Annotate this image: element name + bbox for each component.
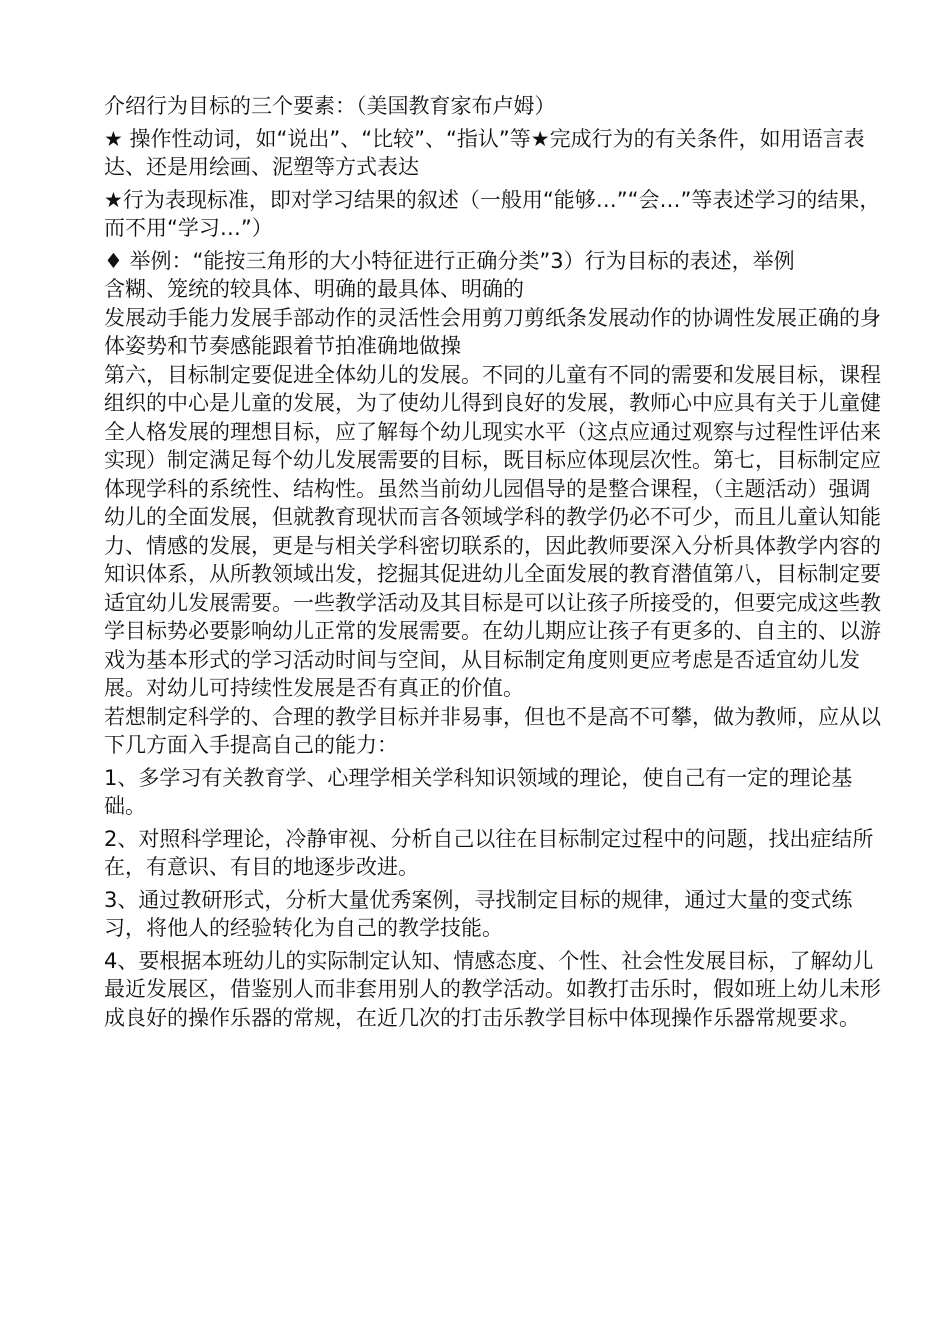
ability-item-4: 4、要根据本班幼儿的实际制定认知、情感态度、个性、社会性发展目标，了解幼儿最近发展区，借鉴别人而非套用别人的教学活动。如教打击乐时，假如班上幼儿未形成良好的操作乐器的常规，在近几次的打击乐教学目标中体现操作乐器常规要求。 — [104, 948, 881, 1030]
document-page — [104, 92, 884, 1032]
example-paragraph: ♦ 举例：“能按三角形的大小特征进行正确分类”3）行为目标的表述，举例 — [104, 248, 795, 273]
principles-paragraph: 第六，目标制定要促进全体幼儿的发展。不同的儿童有不同的需要和发展目标，课程组织的中心是儿童的发展，为了使幼儿得到良好的发展，教师心中应具有关于儿童健全人格发展的理想目标，应了解每个幼儿现实水平（这点应通过观察与过程性评估来实现）制定满足每个幼儿发展需要的目标，既目标应体现层次性。第七，目标制定应体现学科的系统性、结构性。虽然当前幼儿园倡导的是整合课程，（主题活动）强调幼儿的全面发展，但就教育现状而言各领域学科的教学仍必不可少，而且儿童认知能力、情感的发展，更是与相关学科密切联系的，因此教师要深入分析具体教学内容的知识体系，从所教领域出发，挖掘其促进幼儿全面发展的教育潜值第八，目标制定要适宜幼儿发展需要。一些教学活动及其目标是可以让孩子所接受的，但要完成这些教学目标势必要影响幼儿正常的发展需要。在幼儿期应让孩子有更多的、自主的、以游戏为基本形式的学习活动时间与空间，从目标制定角度则更应考虑是否适宜幼儿发展。对幼儿可持续性发展是否有真正的价值。 — [104, 362, 881, 700]
ability-item-1: 1、多学习有关教育学、心理学相关学科知识领域的理论，使自己有一定的理论基础。 — [104, 765, 853, 818]
ability-item-2: 2、对照科学理论，冷静审视、分析自己以往在目标制定过程中的问题，找出症结所在，有意识、有目的地逐步改进。 — [104, 826, 874, 879]
ability-intro: 若想制定科学的、合理的教学目标并非易事，但也不是高不可攀，做为教师，应从以下几方面入手提高自己的能力： — [104, 704, 881, 757]
specificity-levels: 含糊、笼统的较具体、明确的最具体、明确的 — [104, 277, 524, 301]
element-action-verb: ★ 操作性动词，如“说出”、“比较”、“指认”等★完成行为的有关条件，如用语言表达、还是用绘画、泥塑等方式表达 — [104, 126, 865, 179]
ability-item-3: 3、通过教研形式，分析大量优秀案例，寻找制定目标的规律，通过大量的变式练习，将他人的经验转化为自己的教学技能。 — [104, 887, 853, 940]
example-goals: 发展动手能力发展手部动作的灵活性会用剪刀剪纸条发展动作的协调性发展正确的身体姿势和节奏感能跟着节拍准确地做操 — [104, 305, 881, 358]
intro-heading: 介绍行为目标的三个要素：（美国教育家布卢姆） — [104, 94, 556, 118]
element-performance-standard: ★行为表现标准，即对学习结果的叙述（一般用“能够…”“会…”等表述学习的结果，而不用“学习…”） — [104, 187, 881, 240]
